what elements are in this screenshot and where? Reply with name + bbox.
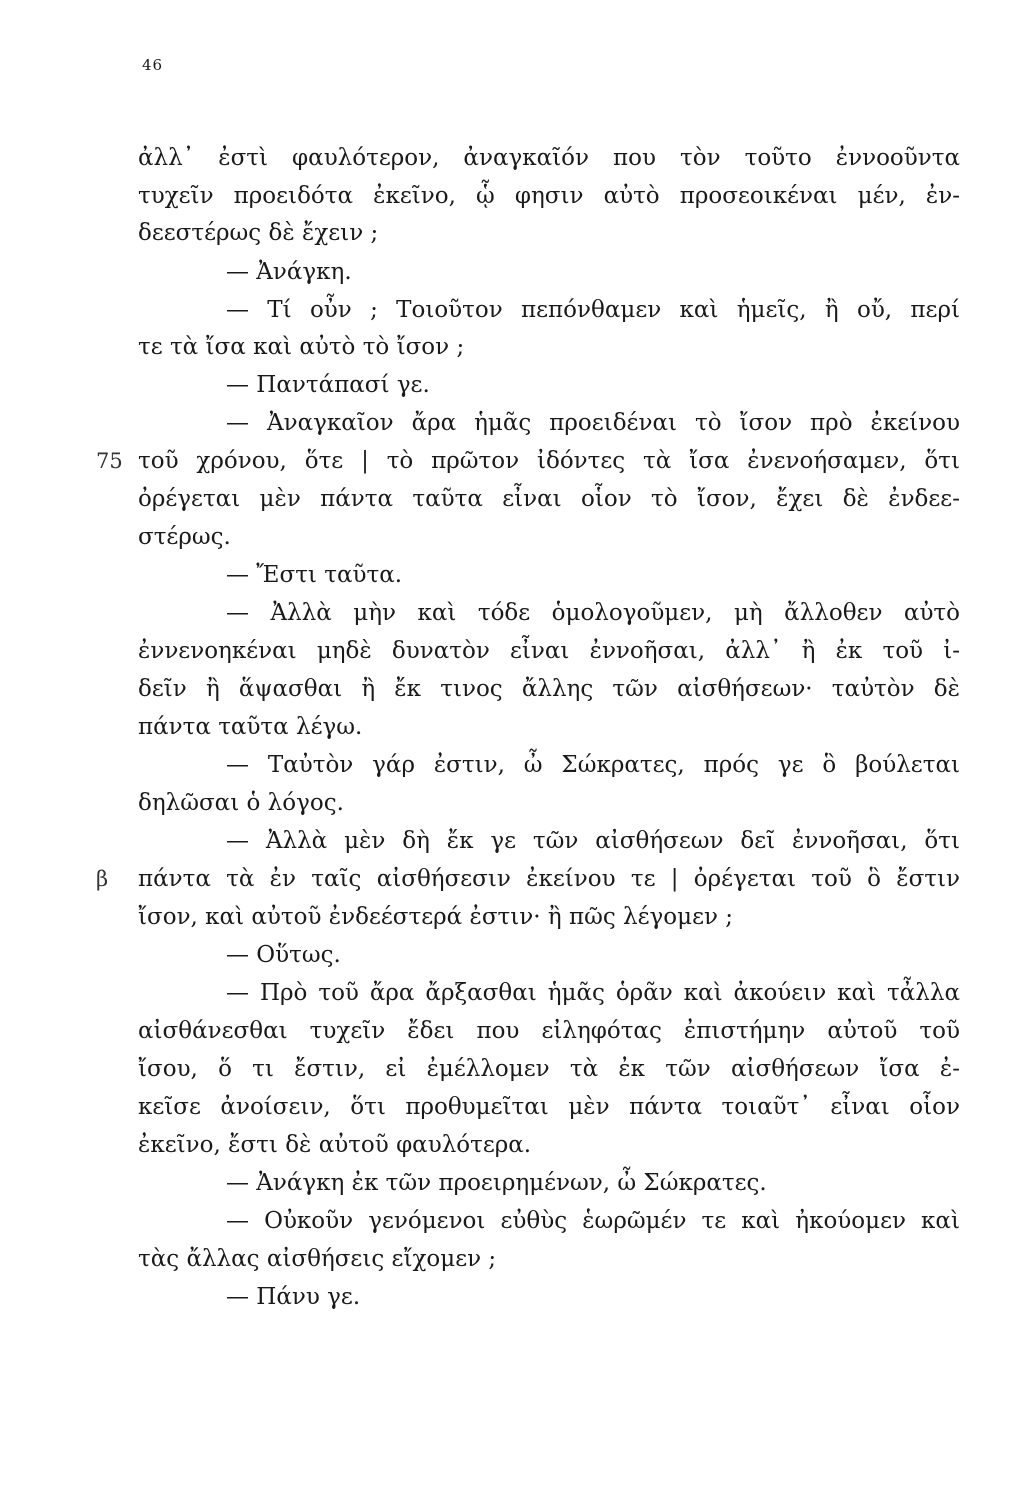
text-line: — Ταὐτὸν γάρ ἐστιν, ὦ Σώκρατες, πρός γε ὃ βούλεται [226, 752, 960, 778]
text-line: κεῖσε ἀνοίσειν, ὅτι προθυμεῖται μὲν πάντα τοιαῦτ᾽ εἶναι οἷον [138, 1094, 960, 1120]
text-line: ἐννενοηκέναι μηδὲ δυνατὸν εἶναι ἐννοῆσαι, ἀλλ᾽ ἢ ἐκ τοῦ ἰ- [138, 638, 960, 664]
text-line: ἴσου, ὅ τι ἔστιν, εἰ ἐμέλλομεν τὰ ἐκ τῶν αἰσθήσεων ἴσα ἐ- [138, 1056, 960, 1082]
text-line: — Πρὸ τοῦ ἄρα ἄρξασθαι ἡμᾶς ὁρᾶν καὶ ἀκούειν καὶ τἆλλα [226, 980, 960, 1006]
text-line: τὰς ἄλλας αἰσθήσεις εἴχομεν ; [138, 1246, 497, 1272]
text-line: — Πάνυ γε. [226, 1284, 361, 1310]
text-line: ἐκεῖνο, ἔστι δὲ αὐτοῦ φαυλότερα. [138, 1132, 532, 1158]
text-line: ἀλλ᾽ ἐστὶ φαυλότερον, ἀναγκαῖόν που τὸν τοῦτο ἐννοοῦντα [138, 145, 960, 171]
text-line: τε τὰ ἴσα καὶ αὐτὸ τὸ ἴσον ; [138, 334, 465, 360]
text-line: δεεστέρως δὲ ἔχειν ; [138, 220, 379, 246]
text-line: δηλῶσαι ὁ λόγος. [138, 790, 344, 816]
text-line: — Οὕτως. [226, 942, 341, 968]
text-line: πάντα ταῦτα λέγω. [138, 714, 363, 740]
margin-section-letter: β [96, 867, 109, 891]
text-line: — Ἀλλὰ μὴν καὶ τόδε ὁμολογοῦμεν, μὴ ἄλλοθεν αὐτὸ [226, 600, 960, 626]
text-line: — Οὐκοῦν γενόμενοι εὐθὺς ἑωρῶμέν τε καὶ ἠκούομεν καὶ [226, 1208, 960, 1234]
text-line: — Ἀνάγκη. [226, 259, 352, 285]
text-line: ἴσον, καὶ αὐτοῦ ἐνδεέστερά ἐστιν· ἢ πῶς λέγομεν ; [138, 904, 734, 930]
text-line: αἰσθάνεσθαι τυχεῖν ἔδει που εἰληφότας ἐπιστήμην αὐτοῦ τοῦ [138, 1018, 960, 1044]
margin-line-number: 75 [96, 449, 123, 473]
text-line: — Ἀνάγκη ἐκ τῶν προειρημένων, ὦ Σώκρατες. [226, 1170, 767, 1196]
text-line: — Ἀναγκαῖον ἄρα ἡμᾶς προειδέναι τὸ ἴσον πρὸ ἐκείνου [226, 410, 960, 436]
text-line: στέρως. [138, 524, 231, 550]
text-line: — Ἔστι ταῦτα. [226, 562, 403, 588]
text-line: τυχεῖν προειδότα ἐκεῖνο, ᾧ φησιν αὐτὸ προσεοικέναι μέν, ἐν- [138, 183, 960, 209]
text-line: πάντα τὰ ἐν ταῖς αἰσθήσεσιν ἐκείνου τε | ὀρέγεται τοῦ ὃ ἔστιν [138, 866, 960, 892]
text-line: — Τί οὖν ; Τοιοῦτον πεπόνθαμεν καὶ ἡμεῖς, ἢ οὔ, περί [226, 297, 960, 323]
text-line: δεῖν ἢ ἅψασθαι ἢ ἔκ τινος ἄλλης τῶν αἰσθήσεων· ταὐτὸν δὲ [138, 676, 960, 702]
text-line: — Ἀλλὰ μὲν δὴ ἔκ γε τῶν αἰσθήσεων δεῖ ἐννοῆσαι, ὅτι [226, 828, 960, 854]
page-number: 46 [142, 56, 164, 74]
text-line: — Παντάπασί γε. [226, 372, 430, 398]
text-line: ὀρέγεται μὲν πάντα ταῦτα εἶναι οἷον τὸ ἴσον, ἔχει δὲ ἐνδεε- [138, 486, 960, 512]
text-line: τοῦ χρόνου, ὅτε | τὸ πρῶτον ἰδόντες τὰ ἴσα ἐνενοήσαμεν, ὅτι [138, 448, 960, 474]
